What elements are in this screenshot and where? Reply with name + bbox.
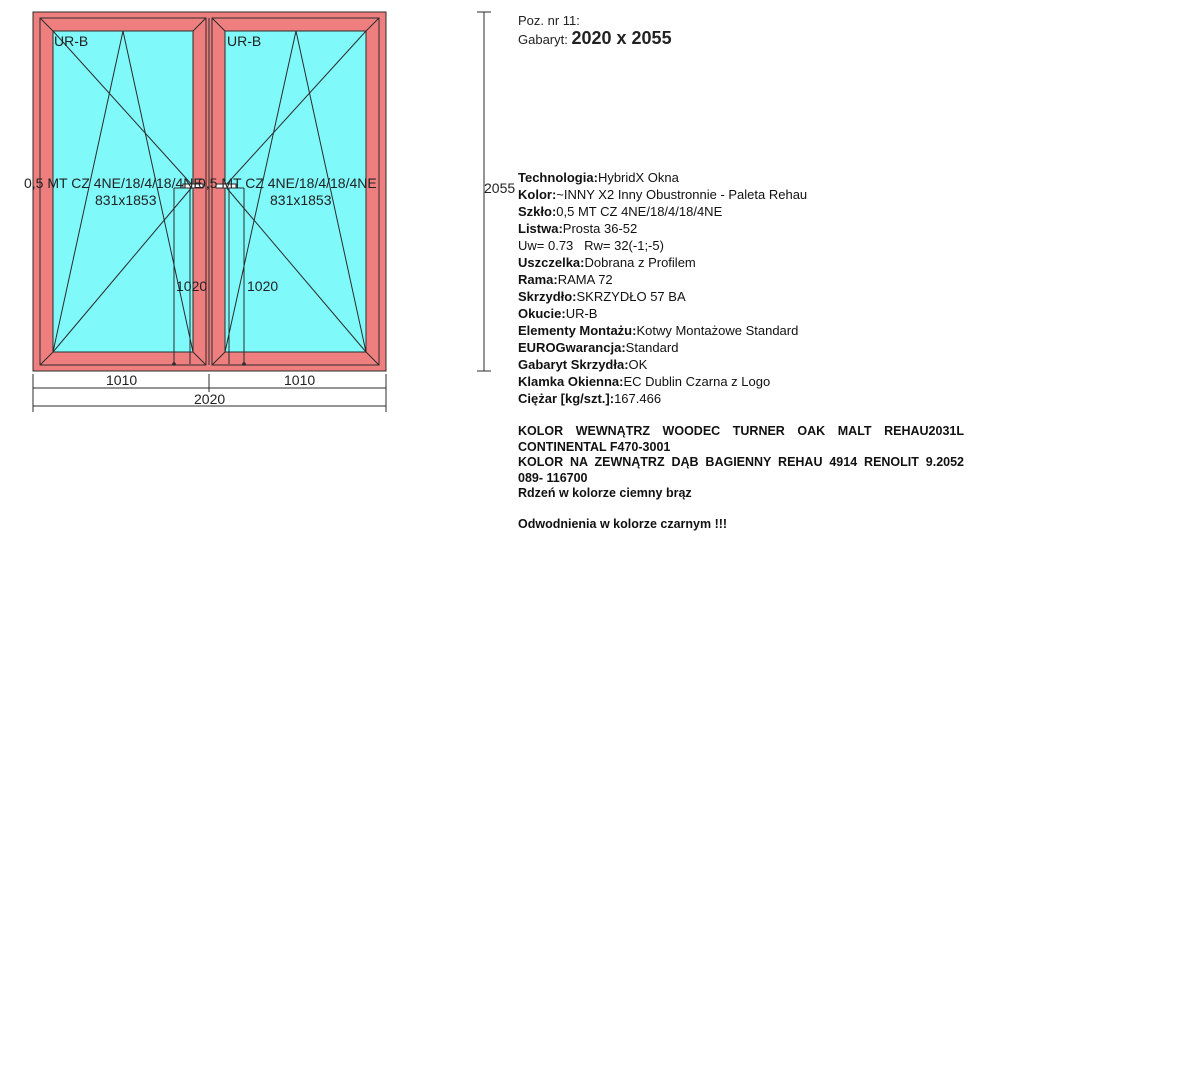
spec-row: Uw= 0.73 Rw= 32(-1;-5)	[518, 238, 664, 253]
note-drainage: Odwodnienia w kolorze czarnym !!!	[518, 516, 728, 531]
right-glass-label: 0,5 MT CZ 4NE/18/4/18/4NE	[198, 175, 377, 191]
spec-row: Okucie:UR-B	[518, 306, 598, 321]
spec-list	[518, 169, 978, 407]
gabaryt-label: Gabaryt:	[518, 32, 568, 47]
dim-total-height: 2055	[484, 180, 516, 196]
note-exterior-color: KOLOR NA ZEWNĄTRZ DĄB BAGIENNY REHAU 4914 RENOLIT 9.2052 089- 116700	[518, 455, 964, 485]
position-header	[518, 12, 978, 48]
spec-row: Technologia:HybridX Okna	[518, 170, 679, 185]
gabaryt-line	[518, 30, 978, 48]
note-interior-color: KOLOR WEWNĄTRZ WOODEC TURNER OAK MALT REHAU2031L CONTINENTAL F470-3001	[518, 424, 964, 454]
left-handle-height: 1020	[176, 278, 208, 294]
spec-row: Rama:RAMA 72	[518, 272, 613, 287]
spec-row: Elementy Montażu:Kotwy Montażowe Standard	[518, 323, 799, 338]
dim-total-width: 2020	[194, 391, 226, 407]
spec-row: Uszczelka:Dobrana z Profilem	[518, 255, 696, 270]
note-core-color: Rdzeń w kolorze ciemny brąz	[518, 486, 692, 500]
left-glass-label: 0,5 MT CZ 4NE/18/4/18/4NE	[24, 175, 203, 191]
spec-row: Skrzydło:SKRZYDŁO 57 BA	[518, 289, 686, 304]
spec-row: Klamka Okienna:EC Dublin Czarna z Logo	[518, 374, 771, 389]
dim-right-width: 1010	[284, 372, 316, 388]
spec-row: Szkło:0,5 MT CZ 4NE/18/4/18/4NE	[518, 204, 723, 219]
spec-row: EUROGwarancja:Standard	[518, 340, 679, 355]
dim-left-width: 1010	[106, 372, 138, 388]
color-notes	[518, 424, 964, 532]
spec-row: Gabaryt Skrzydła:OK	[518, 357, 648, 372]
right-glass-size: 831x1853	[270, 192, 332, 208]
position-number: Poz. nr 11:	[518, 13, 580, 28]
left-fitting-label: UR-B	[54, 33, 89, 49]
left-glass-size: 831x1853	[95, 192, 157, 208]
spec-row: Listwa:Prosta 36-52	[518, 221, 638, 236]
right-handle-height: 1020	[247, 278, 279, 294]
window-drawing	[0, 0, 516, 420]
gabaryt-value: 2020 x 2055	[571, 28, 672, 48]
spec-row: Ciężar [kg/szt.]:167.466	[518, 391, 662, 406]
spec-row: Kolor:~INNY X2 Inny Obustronnie - Paleta Rehau	[518, 187, 808, 202]
right-fitting-label: UR-B	[227, 33, 262, 49]
